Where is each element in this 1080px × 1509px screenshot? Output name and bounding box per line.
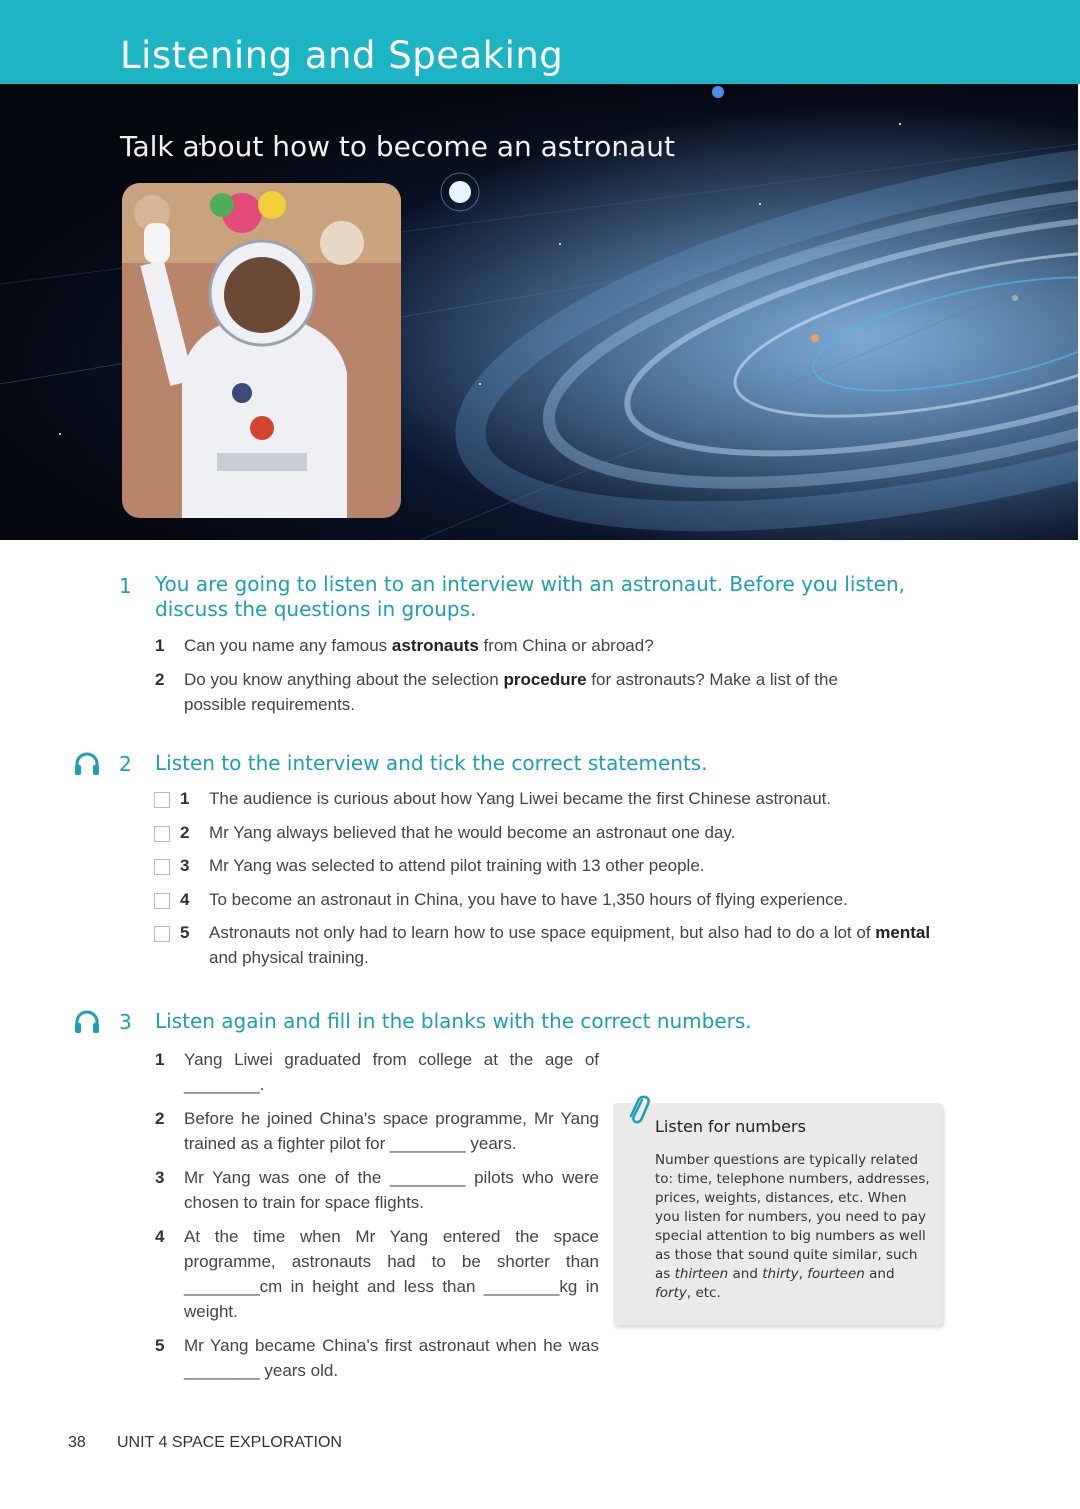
s2-item-number: 3	[180, 856, 190, 875]
s2-item-number: 1	[180, 789, 190, 808]
tip-title: Listen for numbers	[655, 1117, 806, 1136]
hero-subtitle: Talk about how to become an astronaut	[120, 130, 676, 163]
tick-checkbox[interactable]	[154, 859, 170, 875]
tick-checkbox[interactable]	[154, 826, 170, 842]
headphones-icon[interactable]	[73, 1008, 101, 1036]
s1-item-number: 1	[155, 636, 165, 655]
tip-body: Number questions are typically related to: time, telephone numbers, addresses, prices, weights, distances, etc. When you listen for numbers, you need to pay special attention to big numbers as well as those that sound quite similar, such as thirteen and thirty, fourteen and forty, etc.	[655, 1152, 930, 1301]
s2-statement-2: Mr Yang always believed that he would become an astronaut one day.	[209, 823, 736, 842]
s1-question-1: Can you name any famous astronauts from China or abroad?	[184, 636, 654, 655]
s3-blank-2: Before he joined China's space programme, Mr Yang trained as a fighter pilot for ________ years.	[184, 1109, 599, 1153]
tick-checkbox[interactable]	[154, 792, 170, 808]
s3-blank-1: Yang Liwei graduated from college at the age of ________.	[184, 1050, 599, 1094]
tick-checkbox[interactable]	[154, 926, 170, 942]
headphones-icon[interactable]	[73, 750, 101, 778]
s1-question-2: Do you know anything about the selection procedure for astronauts? Make a list of the possible requirements.	[184, 670, 838, 714]
page-title: Listening and Speaking	[120, 34, 564, 77]
section-3-number: 3	[119, 1010, 132, 1034]
section-2-number: 2	[119, 752, 132, 776]
astronaut-photo	[122, 183, 401, 518]
s2-statement-5: Astronauts not only had to learn how to use space equipment, but also had to do a lot of mental and physical training.	[209, 923, 931, 967]
section-1-number: 1	[119, 574, 132, 598]
s3-item-number: 4	[155, 1227, 165, 1246]
s2-item-number: 4	[180, 890, 190, 909]
section-3-title: Listen again and fill in the blanks with the correct numbers.	[155, 1009, 752, 1033]
tick-checkbox[interactable]	[154, 893, 170, 909]
page-number: 38	[68, 1434, 86, 1451]
tip-box	[613, 1103, 942, 1325]
s3-blank-5: Mr Yang became China's first astronaut when he was ________ years old.	[184, 1336, 599, 1380]
s3-item-number: 2	[155, 1109, 165, 1128]
s3-blank-4: At the time when Mr Yang entered the space programme, astronauts had to be shorter than ________cm in height and less than ________kg in weight.	[184, 1227, 599, 1321]
s3-item-number: 3	[155, 1168, 165, 1187]
s2-item-number: 2	[180, 823, 190, 842]
s1-item-number: 2	[155, 670, 165, 689]
section-2-title: Listen to the interview and tick the correct statements.	[155, 751, 708, 775]
s2-statement-4: To become an astronaut in China, you have to have 1,350 hours of flying experience.	[209, 890, 848, 909]
s2-item-number: 5	[180, 923, 190, 942]
unit-label: UNIT 4 SPACE EXPLORATION	[117, 1434, 342, 1451]
s2-statement-1: The audience is curious about how Yang Liwei became the first Chinese astronaut.	[209, 789, 832, 808]
s2-statement-3: Mr Yang was selected to attend pilot training with 13 other people.	[209, 856, 705, 875]
hero-banner	[0, 84, 1078, 540]
s3-item-number: 1	[155, 1050, 165, 1069]
s3-item-number: 5	[155, 1336, 165, 1355]
section-1-title: You are going to listen to an interview with an astronaut. Before you listen, discuss the questions in groups.	[155, 572, 905, 621]
paperclip-icon	[626, 1094, 650, 1128]
s3-blank-3: Mr Yang was one of the ________ pilots who were chosen to train for space flights.	[184, 1168, 599, 1212]
